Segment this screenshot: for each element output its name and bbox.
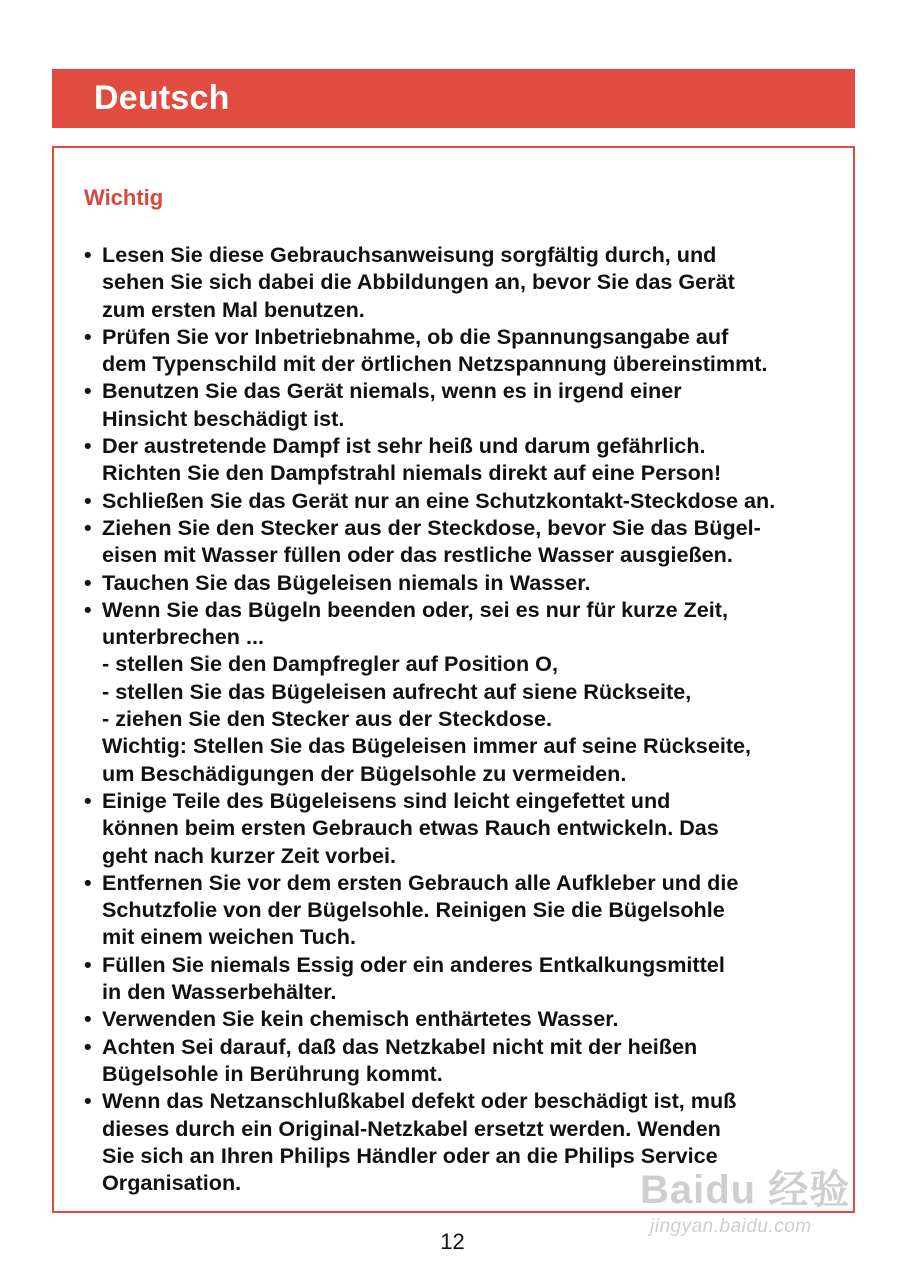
bullet-icon: • xyxy=(84,242,92,267)
list-item-line: Füllen Sie niemals Essig oder ein anderes Entkalkungsmittel xyxy=(102,951,725,977)
bullet-icon: • xyxy=(84,869,92,895)
list-item-line: Benutzen Sie das Gerät niemals, wenn es in irgend einer xyxy=(102,378,682,404)
list-item-line: Tauchen Sie das Bügeleisen niemals in Wasser. xyxy=(102,569,591,595)
list-item-line: Wichtig: Stellen Sie das Bügeleisen immer auf seine Rückseite, xyxy=(102,733,752,759)
bullet-icon: • xyxy=(84,378,92,404)
list-item xyxy=(84,323,844,378)
list-item xyxy=(84,487,844,514)
list-item-line: Schließen Sie das Gerät nur an eine Schutzkontakt-Steckdose an. xyxy=(102,487,776,513)
header-title: Deutsch xyxy=(94,79,230,117)
bullet-icon: • xyxy=(84,433,92,459)
list-item-line: - stellen Sie den Dampfregler auf Position O, xyxy=(102,651,558,677)
language-header xyxy=(52,69,855,128)
page-number: 12 xyxy=(440,1229,465,1254)
list-item-line: - stellen Sie das Bügeleisen aufrecht auf siene Rückseite, xyxy=(102,678,692,704)
list-item-line: Ziehen Sie den Stecker aus der Steckdose, bevor Sie das Bügel- xyxy=(102,514,761,540)
bullet-icon: • xyxy=(84,951,92,977)
list-item-line: Bügelsohle in Berührung kommt. xyxy=(102,1060,443,1086)
list-item-line: dem Typenschild mit der örtlichen Netzspannung übereinstimmt. xyxy=(102,351,768,377)
bullet-icon: • xyxy=(84,1033,92,1059)
list-item xyxy=(84,787,844,869)
bullet-icon: • xyxy=(84,596,92,622)
list-item-line: Wenn das Netzanschlußkabel defekt oder beschädigt ist, muß xyxy=(102,1088,737,1114)
list-item-line: Hinsicht beschädigt ist. xyxy=(102,405,345,431)
bullet-icon: • xyxy=(84,514,92,540)
list-item xyxy=(84,1005,844,1032)
list-item-line: Einige Teile des Bügeleisens sind leicht eingefettet und xyxy=(102,787,671,813)
list-item-line: Entfernen Sie vor dem ersten Gebrauch alle Aufkleber und die xyxy=(102,869,739,895)
list-item-line: unterbrechen ... xyxy=(102,624,264,650)
list-item-line: sehen Sie sich dabei die Abbildungen an, bevor Sie das Gerät xyxy=(102,269,735,295)
bullet-icon: • xyxy=(84,569,92,595)
list-item-line: Der austretende Dampf ist sehr heiß und darum gefährlich. xyxy=(102,433,706,459)
list-item-line: dieses durch ein Original-Netzkabel ersetzt werden. Wenden xyxy=(102,1115,721,1141)
list-item-line: Achten Sei darauf, daß das Netzkabel nicht mit der heißen xyxy=(102,1033,698,1059)
important-section xyxy=(52,146,855,1213)
list-item xyxy=(84,569,844,596)
list-item-line: Sie sich an Ihren Philips Händler oder an die Philips Service xyxy=(102,1142,718,1168)
list-item-line: mit einem weichen Tuch. xyxy=(102,924,356,950)
list-item-line: Schutzfolie von der Bügelsohle. Reinigen Sie die Bügelsohle xyxy=(102,897,725,923)
bullet-icon: • xyxy=(84,787,92,813)
bullet-icon: • xyxy=(84,323,92,349)
list-item-line: Verwenden Sie kein chemisch enthärtetes Wasser. xyxy=(102,1006,619,1032)
list-item-line: Lesen Sie diese Gebrauchsanweisung sorgfältig durch, und xyxy=(102,242,717,267)
bullet-icon: • xyxy=(84,1006,92,1032)
list-item-line: - ziehen Sie den Stecker aus der Steckdose. xyxy=(102,706,553,732)
list-item xyxy=(84,596,844,787)
list-item xyxy=(84,1087,844,1196)
list-item xyxy=(84,1033,844,1088)
list-item xyxy=(84,951,844,1006)
list-item-line: eisen mit Wasser füllen oder das restliche Wasser ausgießen. xyxy=(102,542,733,568)
section-heading: Wichtig xyxy=(84,185,164,210)
list-item-line: Wenn Sie das Bügeln beenden oder, sei es nur für kurze Zeit, xyxy=(102,596,728,622)
list-item-line: können beim ersten Gebrauch etwas Rauch entwickeln. Das xyxy=(102,815,719,841)
list-item-line: Richten Sie den Dampfstrahl niemals direkt auf eine Person! xyxy=(102,460,722,486)
list-item-line: zum ersten Mal benutzen. xyxy=(102,296,365,322)
watermark-logo: Baidu 经验 xyxy=(640,1168,851,1212)
bullet-icon: • xyxy=(84,1088,92,1114)
bullet-icon: • xyxy=(84,487,92,513)
list-item-line: geht nach kurzer Zeit vorbei. xyxy=(102,842,396,868)
safety-list xyxy=(84,241,844,1196)
list-item xyxy=(84,377,844,432)
list-item xyxy=(84,514,844,569)
list-item-line: um Beschädigungen der Bügelsohle zu vermeiden. xyxy=(102,760,627,786)
list-item-line: Prüfen Sie vor Inbetriebnahme, ob die Spannungsangabe auf xyxy=(102,323,729,349)
list-item-line: Organisation. xyxy=(102,1170,242,1196)
list-item-line: in den Wasserbehälter. xyxy=(102,979,337,1005)
watermark-url: jingyan.baidu.com xyxy=(650,1216,812,1237)
list-item xyxy=(84,432,844,487)
list-item xyxy=(84,241,844,323)
list-item xyxy=(84,869,844,951)
